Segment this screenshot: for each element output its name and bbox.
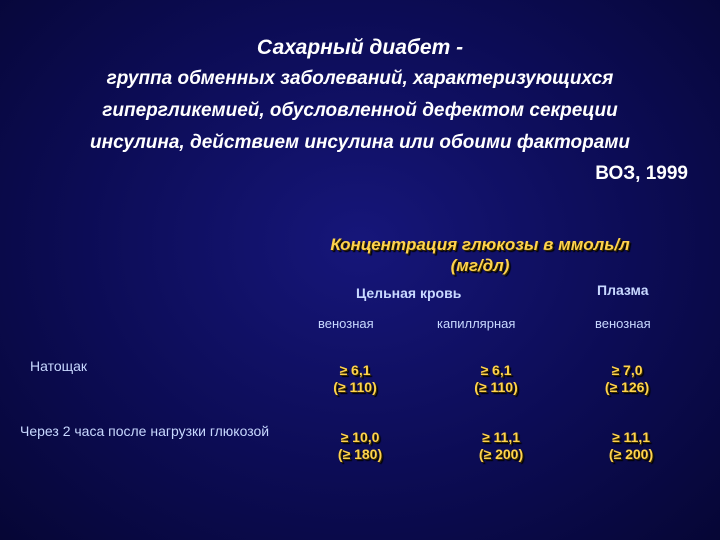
cell-2h-venous-whole (315, 429, 405, 463)
cell-mg: (≥ 110) (474, 379, 518, 395)
table-header-line-2: (мг/дл) (450, 256, 510, 275)
row-label-2h-after-load: Через 2 часа после нагрузки глюкозой (20, 423, 270, 439)
group-plasma: Плазма (597, 282, 649, 298)
cell-mmol: ≥ 11,1 (611, 429, 651, 445)
table-header-concentration (305, 234, 655, 276)
cell-mg: (≥ 110) (333, 379, 377, 395)
definition-line-1: группа обменных заболеваний, характеризующихся (106, 68, 614, 89)
subheader-venous-whole: венозная (318, 316, 374, 331)
cell-2h-capillary (456, 429, 546, 463)
cell-fasting-venous-whole (310, 362, 400, 396)
cell-mg: (≥ 200) (608, 446, 654, 462)
cell-fasting-capillary (451, 362, 541, 396)
cell-mmol: ≥ 6,1 (339, 362, 371, 378)
group-whole-blood: Цельная кровь (356, 285, 462, 301)
slide-title: Сахарный диабет - (256, 36, 464, 59)
table-header-line-1: Концентрация глюкозы в ммоль/л (330, 235, 630, 254)
cell-mmol: ≥ 10,0 (340, 429, 380, 445)
cell-mmol: ≥ 6,1 (480, 362, 512, 378)
definition-line-3: инсулина, действием инсулина или обоими факторами (90, 132, 630, 153)
definition-line-2: гипергликемией, обусловленной дефектом секреции (102, 100, 618, 121)
cell-mg: (≥ 200) (478, 446, 524, 462)
subheader-venous-plasma: венозная (595, 316, 651, 331)
subheader-capillary: капиллярная (437, 316, 516, 331)
cell-mg: (≥ 126) (604, 379, 650, 395)
cell-mmol: ≥ 7,0 (611, 362, 643, 378)
cell-2h-venous-plasma (586, 429, 676, 463)
cell-mg: (≥ 180) (337, 446, 383, 462)
cell-mmol: ≥ 11,1 (481, 429, 521, 445)
source-citation: ВОЗ, 1999 (595, 163, 688, 184)
cell-fasting-venous-plasma (582, 362, 672, 396)
row-label-fasting: Натощак (30, 358, 88, 374)
